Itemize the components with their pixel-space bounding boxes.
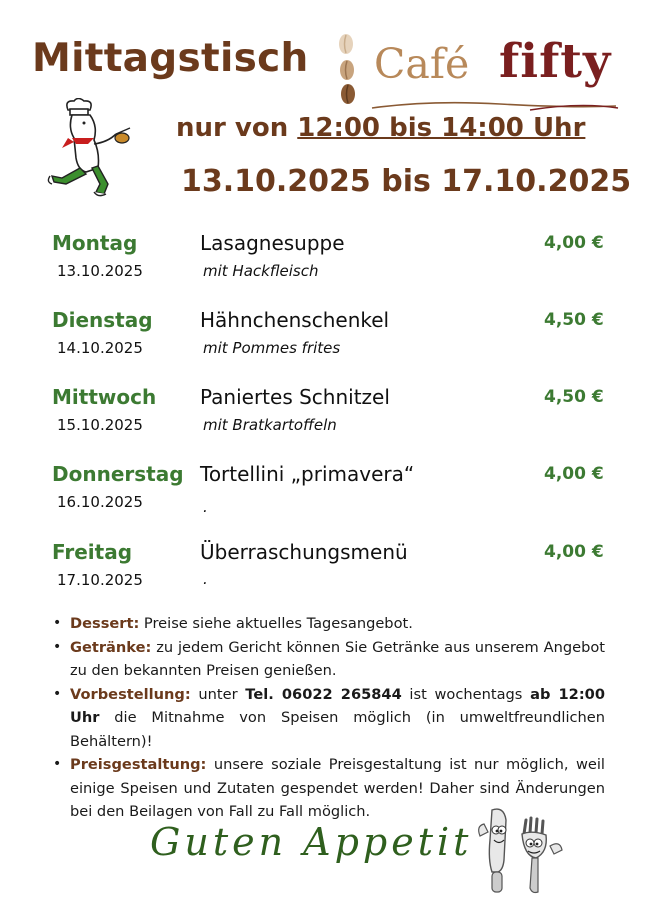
bullet: •: [53, 638, 62, 655]
logo-swash-line: [370, 98, 620, 112]
menu-row-donnerstag: [0, 462, 650, 532]
menu-side: mit Pommes frites: [203, 339, 341, 357]
bullet: •: [53, 756, 62, 772]
menu-day: Dienstag: [52, 308, 153, 332]
bullet: •: [53, 615, 62, 631]
menu-day: Donnerstag: [52, 462, 184, 486]
note-label: Vorbestellung:: [70, 685, 191, 703]
menu-dish: Überraschungsmenü: [200, 540, 408, 564]
pickup-time: ab 12:00 Uhr: [70, 685, 605, 726]
guten-appetit-greeting: Guten Appetit: [150, 820, 473, 864]
note-getraenke: [53, 636, 605, 683]
week-date-range: 13.10.2025 bis 17.10.2025: [181, 164, 632, 199]
note-vorbestellung: [53, 683, 605, 754]
coffee-beans-icon: [334, 30, 372, 110]
menu-row-dienstag: [0, 308, 650, 378]
menu-side: .: [203, 570, 208, 588]
note-text: zu jedem Gericht können Sie Getränke aus unserem Angebot zu den bekannten Preisen genießen.: [70, 638, 605, 679]
menu-day: Freitag: [52, 540, 133, 564]
menu-dish: Lasagnesuppe: [200, 231, 345, 255]
note-label: Dessert:: [70, 615, 140, 632]
menu-price: 4,00 €: [544, 233, 604, 253]
logo-fifty-text: fifty: [499, 34, 612, 89]
cutlery-mascot-icon: [470, 800, 570, 900]
bullet: •: [53, 685, 62, 702]
menu-dish: Hähnchenschenkel: [200, 308, 390, 332]
note-text: ist wochentags: [401, 685, 531, 703]
logo-cafe-text: Café: [374, 40, 470, 88]
menu-price: 4,50 €: [544, 387, 604, 407]
menu-price: 4,00 €: [544, 542, 604, 562]
menu-dish: Tortellini „primavera“: [200, 462, 415, 486]
opening-hours-time: 12:00 bis 14:00 Uhr: [297, 113, 586, 143]
opening-hours: [176, 113, 585, 143]
menu-date: 14.10.2025: [57, 339, 143, 357]
note-label: Getränke:: [70, 638, 152, 656]
menu-side: mit Bratkartoffeln: [203, 416, 337, 434]
menu-date: 13.10.2025: [57, 262, 143, 280]
menu-side: mit Hackfleisch: [203, 262, 319, 280]
cafe-fifty-logo: [334, 22, 624, 114]
phone-number: Tel. 06022 265844: [245, 685, 402, 703]
page-title: Mittagstisch: [32, 36, 309, 81]
notes-list: [53, 612, 605, 824]
menu-date: 17.10.2025: [57, 571, 143, 589]
menu-price: 4,50 €: [544, 310, 604, 330]
menu-dish: Paniertes Schnitzel: [200, 385, 390, 409]
menu-row-montag: [0, 231, 650, 301]
note-dessert: [53, 612, 605, 636]
running-chef-icon: [38, 98, 148, 198]
note-text: unsere soziale Preisgestaltung ist nur möglich, weil einige Speisen und Zutaten gespendet werden! Daher sind Änderungen bei den Beilagen von Fall zu Fall möglich.: [70, 756, 605, 820]
menu-day: Montag: [52, 231, 138, 255]
opening-hours-prefix: nur von: [176, 113, 298, 143]
note-text: Preise siehe aktuelles Tagesangebot.: [139, 615, 413, 632]
note-label: Preisgestaltung:: [70, 756, 207, 773]
menu-date: 15.10.2025: [57, 416, 143, 434]
menu-row-freitag: [0, 540, 650, 610]
note-text: unter: [190, 685, 246, 703]
menu-day: Mittwoch: [52, 385, 157, 409]
note-text: die Mitnahme von Speisen möglich (in umweltfreundlichen Behältern)!: [70, 709, 605, 750]
menu-row-mittwoch: [0, 385, 650, 455]
menu-price: 4,00 €: [544, 464, 604, 484]
menu-side: .: [203, 498, 208, 516]
menu-date: 16.10.2025: [57, 493, 143, 511]
